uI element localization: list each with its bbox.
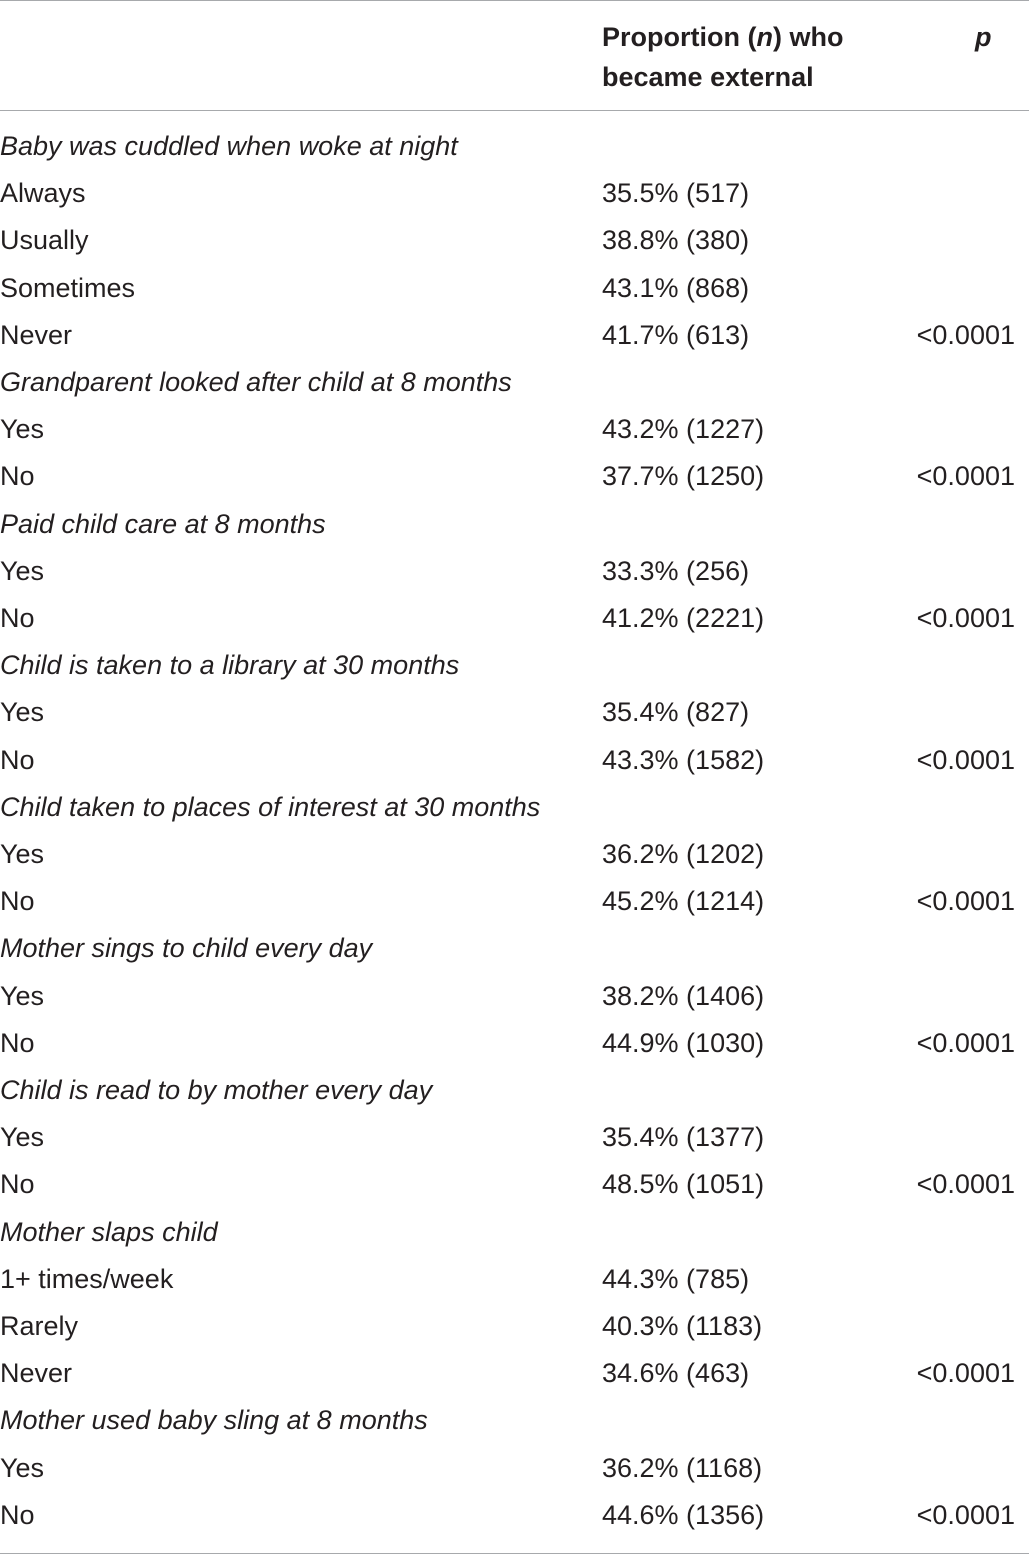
category-row bbox=[0, 1397, 1029, 1444]
top-rule bbox=[0, 0, 1029, 1]
table-row bbox=[0, 1350, 1029, 1397]
proportion-cell: 33.3% (256) bbox=[602, 555, 750, 586]
row-label: No bbox=[0, 1499, 35, 1530]
proportion-cell: 43.3% (1582) bbox=[602, 744, 765, 775]
proportion-cell: 38.2% (1406) bbox=[602, 980, 765, 1011]
proportion-cell: 36.2% (1202) bbox=[602, 839, 765, 869]
table-row bbox=[0, 878, 1029, 925]
bottom-rule bbox=[0, 1553, 1029, 1554]
table-row bbox=[0, 265, 1029, 312]
table-row bbox=[0, 312, 1029, 359]
p-value-cell: <0.0001 bbox=[916, 1499, 1015, 1530]
header-proportion-pre: Proportion ( bbox=[602, 22, 757, 52]
table-row bbox=[0, 1114, 1029, 1161]
header-proportion-line2: became external bbox=[602, 62, 814, 92]
row-label: Yes bbox=[0, 697, 45, 728]
row-label: Sometimes bbox=[0, 272, 136, 303]
category-row bbox=[0, 1209, 1029, 1256]
table-row bbox=[0, 1303, 1029, 1350]
category-row bbox=[0, 784, 1029, 831]
table-row bbox=[0, 170, 1029, 217]
proportion-cell: 43.1% (868) bbox=[602, 272, 750, 303]
proportion-cell: 44.9% (1030) bbox=[602, 1027, 765, 1058]
header-p: p bbox=[975, 22, 992, 52]
category-row bbox=[0, 359, 1029, 406]
row-label: No bbox=[0, 1027, 35, 1058]
category-label: Child taken to places of interest at 30 months bbox=[0, 791, 541, 822]
p-value-cell: <0.0001 bbox=[916, 319, 1015, 350]
category-row bbox=[0, 925, 1029, 972]
category-label: Mother slaps child bbox=[0, 1216, 218, 1247]
category-row bbox=[0, 1067, 1029, 1114]
proportion-cell: 35.4% (827) bbox=[602, 697, 750, 728]
table-row bbox=[0, 1161, 1029, 1208]
proportion-cell: 35.5% (517) bbox=[602, 178, 750, 209]
table-row bbox=[0, 1445, 1029, 1492]
proportion-cell: 44.6% (1356) bbox=[602, 1499, 765, 1530]
table-row bbox=[0, 406, 1029, 453]
proportion-cell: 43.2% (1227) bbox=[602, 414, 765, 445]
row-label: Yes bbox=[0, 839, 45, 869]
category-label: Mother sings to child every day bbox=[0, 933, 373, 964]
category-label: Paid child care at 8 months bbox=[0, 508, 326, 539]
p-value-cell: <0.0001 bbox=[916, 744, 1015, 775]
proportion-cell: 41.2% (2221) bbox=[602, 603, 765, 633]
p-value-cell: <0.0001 bbox=[916, 1358, 1015, 1389]
proportion-cell: 37.7% (1250) bbox=[602, 461, 765, 492]
row-label: Never bbox=[0, 319, 73, 350]
category-label: Child is taken to a library at 30 months bbox=[0, 650, 460, 681]
table-row bbox=[0, 1492, 1029, 1539]
table-row bbox=[0, 1256, 1029, 1303]
p-value-cell: <0.0001 bbox=[916, 1027, 1015, 1058]
row-label: Yes bbox=[0, 980, 45, 1011]
proportion-cell: 44.3% (785) bbox=[602, 1263, 750, 1294]
p-value-cell: <0.0001 bbox=[916, 603, 1015, 633]
category-label: Child is read to by mother every day bbox=[0, 1075, 433, 1105]
row-label: No bbox=[0, 603, 35, 633]
category-row bbox=[0, 123, 1029, 170]
header-proportion bbox=[602, 17, 902, 97]
table-row bbox=[0, 548, 1029, 595]
proportion-cell: 34.6% (463) bbox=[602, 1358, 750, 1389]
category-label: Grandparent looked after child at 8 months bbox=[0, 367, 512, 397]
proportion-cell: 45.2% (1214) bbox=[602, 886, 765, 917]
row-label: Never bbox=[0, 1358, 73, 1389]
row-label: Always bbox=[0, 178, 86, 209]
row-label: Usually bbox=[0, 225, 89, 256]
row-label: Rarely bbox=[0, 1311, 79, 1341]
category-row bbox=[0, 642, 1029, 689]
proportion-cell: 41.7% (613) bbox=[602, 319, 750, 350]
row-label: No bbox=[0, 744, 35, 775]
p-value-cell: <0.0001 bbox=[916, 1169, 1015, 1200]
table-row bbox=[0, 973, 1029, 1020]
proportion-cell: 48.5% (1051) bbox=[602, 1169, 765, 1200]
row-label: No bbox=[0, 886, 35, 917]
p-value-cell: <0.0001 bbox=[916, 461, 1015, 492]
table-row bbox=[0, 689, 1029, 736]
row-label: Yes bbox=[0, 1122, 45, 1153]
header-proportion-post: ) who bbox=[772, 22, 844, 52]
header-proportion-n: n bbox=[756, 22, 773, 52]
proportion-cell: 36.2% (1168) bbox=[602, 1452, 763, 1483]
category-label: Mother used baby sling at 8 months bbox=[0, 1405, 428, 1436]
table-row bbox=[0, 217, 1029, 264]
row-label: No bbox=[0, 461, 35, 492]
proportion-cell: 38.8% (380) bbox=[602, 225, 750, 256]
row-label: 1+ times/week bbox=[0, 1263, 174, 1294]
row-label: Yes bbox=[0, 555, 45, 586]
table-row bbox=[0, 1020, 1029, 1067]
category-row bbox=[0, 501, 1029, 548]
table-row bbox=[0, 831, 1029, 878]
category-label: Baby was cuddled when woke at night bbox=[0, 131, 458, 161]
table-row bbox=[0, 595, 1029, 642]
row-label: No bbox=[0, 1169, 35, 1200]
proportion-cell: 35.4% (1377) bbox=[602, 1122, 765, 1153]
header-rule bbox=[0, 110, 1029, 111]
proportion-cell: 40.3% (1183) bbox=[602, 1311, 763, 1341]
table-row bbox=[0, 453, 1029, 500]
row-label: Yes bbox=[0, 1452, 45, 1483]
row-label: Yes bbox=[0, 414, 45, 445]
table-row bbox=[0, 737, 1029, 784]
p-value-cell: <0.0001 bbox=[916, 886, 1015, 917]
